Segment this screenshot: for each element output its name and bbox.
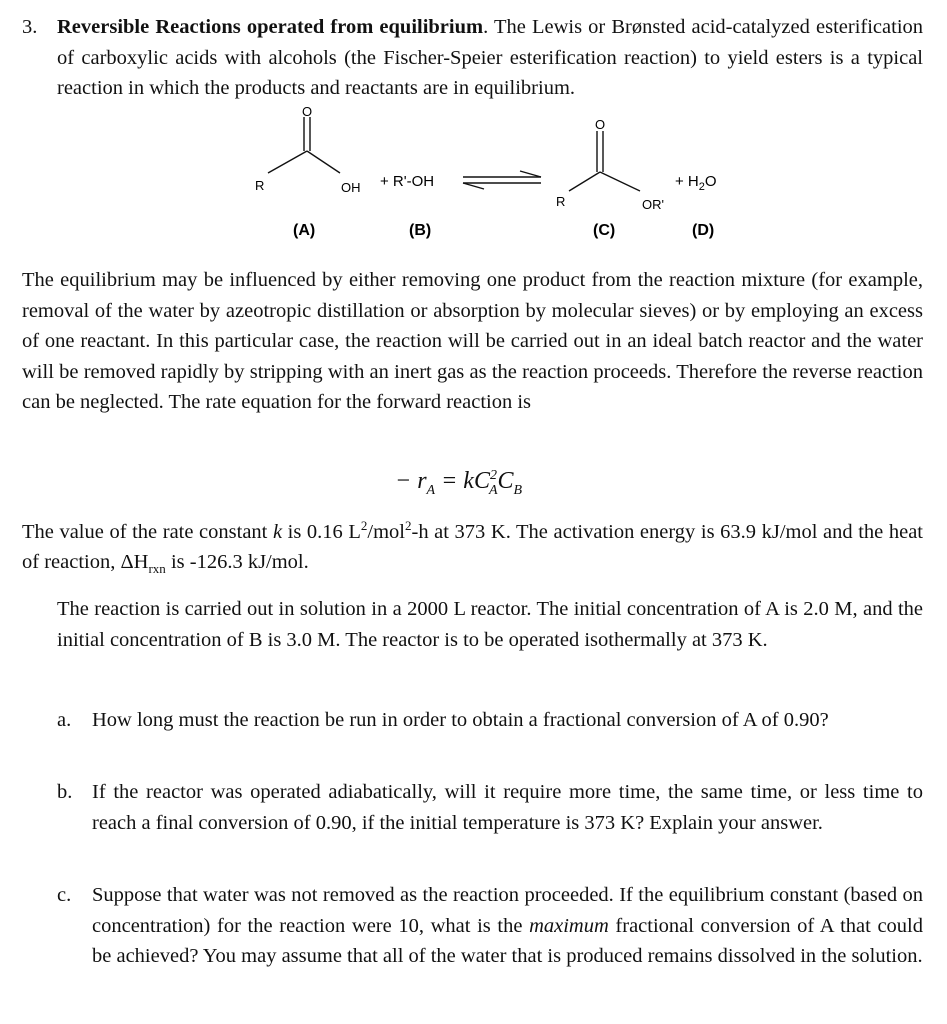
- question-b: [57, 777, 923, 838]
- problem-title: Reversible Reactions operated from equilibrium: [57, 16, 484, 38]
- ester-O-label: O: [595, 117, 606, 132]
- intro-paragraph: [57, 12, 923, 104]
- acid-O-label: O: [302, 104, 313, 119]
- ester-OR-label: OR': [642, 197, 664, 212]
- carboxylic-acid-structure: [268, 117, 340, 173]
- reactor-conditions-paragraph: The reaction is carried out in solution in a 2000 L reactor. The initial concentration of A is 2.0 M, and the initial concentration of B is 3.0 M. The reactor is to be operated isothermally at 373 K.: [57, 598, 923, 651]
- ester-structure: [569, 131, 640, 191]
- reaction-scheme: [0, 100, 947, 250]
- label-B: (B): [409, 222, 432, 239]
- question-label: b.: [57, 781, 73, 803]
- question-c: [57, 880, 923, 972]
- question-text: How long must the reaction be run in order to obtain a fractional conversion of A of 0.90?: [92, 709, 829, 731]
- question-label: c.: [57, 884, 72, 906]
- label-A: (A): [293, 222, 316, 239]
- question-text: If the reactor was operated adiabatically, will it require more time, the same time, or less time to reach a final conversion of 0.90, if the initial temperature is 373 K? Explain your answer.: [92, 781, 923, 834]
- question-a: [57, 705, 923, 736]
- label-C: (C): [593, 222, 616, 239]
- ester-R-label: R: [556, 194, 566, 209]
- question-text: Suppose that water was not removed as the reaction proceeded. If the equilibrium constant (based on concentration) for the reaction were 10, what is the maximum fractional conversion of A that could be achieved? You may assume that all of the water that is produced remains dissolved in the solution.: [92, 884, 923, 967]
- rate-equation: − $r_A = kC^2_AC_B$: [395, 468, 523, 498]
- rate-constant-paragraph: The value of the rate constant k is 0.16 $L^2/mol^2-h$ at 373 K. The activation energy is 63.9 kJ/mol and the heat of reaction, $\Delta H_{rxn}$ is -126.3 kJ/mol.: [22, 518, 923, 577]
- acid-R-label: R: [255, 178, 265, 193]
- equilibrium-paragraph: The equilibrium may be influenced by either removing one product from the reaction mixture (for example, removal of the water by azeotropic distillation or absorption by molecular sieves) or by employing an excess of one reactant. In this particular case, the reaction will be carried out in an ideal batch reactor and the water will be removed rapidly by stripping with an inert gas as the reaction proceeds. Therefore the reverse reaction can be neglected. The rate equation for the forward reaction is: [22, 269, 923, 413]
- alcohol-label: + R'-OH: [380, 173, 435, 190]
- equilibrium-arrow: [463, 171, 541, 189]
- water-label: + $H_2O$: [675, 173, 717, 193]
- question-label: a.: [57, 709, 72, 731]
- intro-text: . The Lewis or Brønsted acid-catalyzed esterification of carboxylic acids with alcohols (the Fischer-Speier esterification reaction) to yield esters is a typical reaction in which the products and reactants are in equilibrium.: [57, 16, 924, 99]
- problem-number: 3.: [22, 16, 38, 38]
- label-D: (D): [692, 222, 715, 239]
- acid-OH-label: OH: [341, 180, 361, 195]
